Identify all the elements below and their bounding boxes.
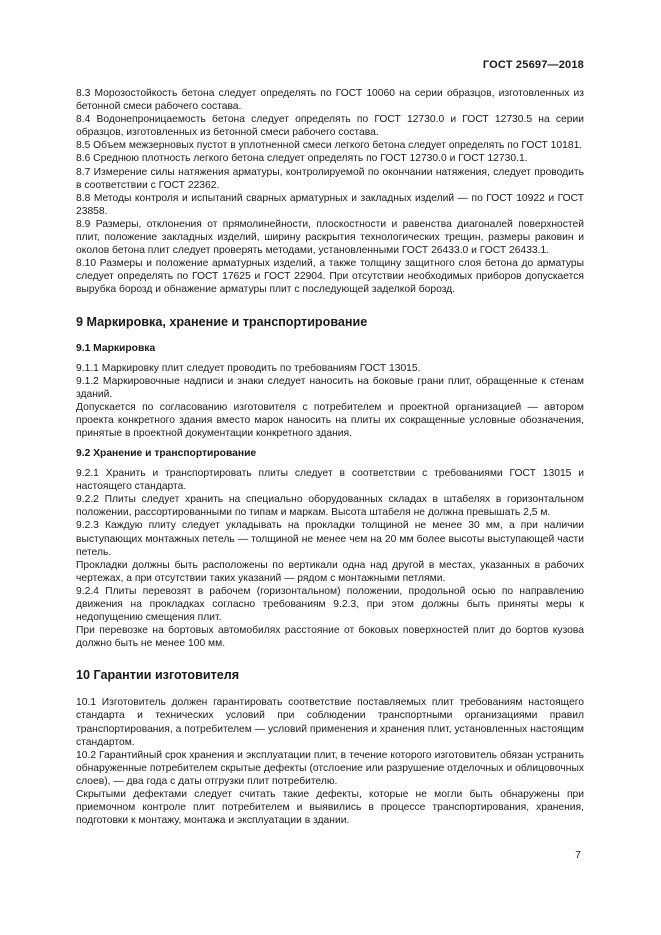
clause-9-2-3: 9.2.3 Каждую плиту следует укладывать на прокладки толщиной не менее 30 мм, а при наличии выступающих монтажных петель — толщиной не менее чем на 20 мм более высоты выступающей части петель.	[76, 520, 584, 558]
clause-8-9: 8.9 Размеры, отклонения от прямолинейности, плоскостности и равенства диагоналей поверхностей плит, положение закладных изделий, ширину раскрытия технологических трещин, размеры раковин и околов бетона плит следует проверять методами, установленными ГОСТ 26433.0 и ГОСТ 26433.1.	[76, 218, 584, 257]
clause-8-4: 8.4 Водонепроницаемость бетона следует определять по ГОСТ 12730.0 и ГОСТ 12730.5 на серии образцов, изготовленных из бетонной смеси рабочего состава.	[76, 114, 584, 139]
clause-10-2: 10.2 Гарантийный срок хранения и эксплуатации плит, в течение которого изготовитель обязан устранить обнаруженные потребителем скрытые дефекты (отслоение или разрушение отделочных и облицовочных слоев), — два года с даты отгрузки плит потребителю.	[76, 749, 584, 787]
clause-9-2-1: 9.2.1 Хранить и транспортировать плиты следует в соответствии с требованиями ГОСТ 13015 и настоящего стандарта.	[76, 468, 584, 493]
subsection-9-2-heading: 9.2 Хранение и транспортирование	[76, 448, 257, 460]
section-10-heading: 10 Гарантии изготовителя	[76, 668, 240, 683]
section9-2-paragraphs	[76, 467, 584, 650]
clause-8-3: 8.3 Морозостойкость бетона следует определять по ГОСТ 10060 на серии образцов, изготовленных из бетонной смеси рабочего состава.	[76, 88, 584, 113]
clause-8-8: 8.8 Методы контроля и испытаний сварных арматурных и закладных изделий — по ГОСТ 10922 и ГОСТ 23858.	[76, 192, 584, 217]
clause-9-2-3-note: Прокладки должны быть расположены по вертикали одна над другой в местах, указанных в рабочих чертежах, а при отсутствии таких указаний — рядом с монтажными петлями.	[76, 559, 584, 584]
subsection-9-1-heading: 9.1 Маркировка	[76, 342, 156, 354]
clause-10-1: 10.1 Изготовитель должен гарантировать соответствие поставляемых плит требованиям настоящего стандарта и технических условий при соблюдении транспортными организациями правил транспортирования, а потребителем — условий применения и хранения плит, установленных настоящим стандартом.	[76, 697, 584, 748]
clause-9-1-2: 9.1.2 Маркировочные надписи и знаки следует наносить на боковые грани плит, обращенные к стенам зданий.	[76, 375, 584, 400]
clause-9-2-4: 9.2.4 Плиты перевозят в рабочем (горизонтальном) положении, продольной осью по направлению движения на прокладках согласно требованиям 9.2.3, при этом должны быть приняты меры к недопущению смещения плит.	[76, 585, 584, 624]
clause-9-1-1: 9.1.1 Маркировку плит следует проводить по требованиям ГОСТ 13015.	[76, 362, 421, 374]
clause-8-10: 8.10 Размеры и положение арматурных изделий, а также толщину защитного слоя бетона до арматуры следует определять по ГОСТ 17625 и ГОСТ 22904. При отсутствии необходимых приборов допускается вырубка борозд и обнажение арматуры плит с последующей заделкой борозд.	[76, 258, 584, 296]
clause-9-1-2-note: Допускается по согласованию изготовителя с потребителем и проектной организацией — автором проекта конкретного здания вместо марок наносить на плиты их сокращенные условные обозначения, принятые в проектной документации конкретного здания.	[76, 401, 584, 439]
clause-10-2-note: Скрытыми дефектами следует считать такие дефекты, которые не могли быть обнаружены при приемочном контроле плит потребителем и выявились в процессе транспортирования, хранения, подготовки к монтажу, монтажа и эксплуатации в здании.	[76, 789, 584, 827]
page-number: 7	[575, 849, 581, 861]
section8-paragraphs	[76, 87, 584, 297]
document-body	[76, 87, 584, 827]
clause-9-2-2: 9.2.2 Плиты следует хранить на специально оборудованных складах в штабелях в горизонтальном положении, рассортированными по типам и маркам. Высота штабеля не должна превышать 2,5 м.	[76, 494, 584, 519]
section10-paragraphs	[76, 696, 584, 827]
section-9-heading: 9 Маркировка, хранение и транспортирование	[76, 314, 368, 329]
clause-9-2-4-note: При перевозке на бортовых автомобилях расстояние от боковых поверхностей плит до бортов кузова должно быть не менее 100 мм.	[76, 625, 584, 650]
section9-1-paragraphs	[76, 362, 584, 441]
clause-8-7: 8.7 Измерение силы натяжения арматуры, контролируемой по окончании натяжения, следует проводить в соответствии с ГОСТ 22362.	[76, 166, 584, 191]
clause-8-6: 8.6 Среднюю плотность легкого бетона следует определять по ГОСТ 12730.0 и ГОСТ 12730.1.	[76, 153, 528, 165]
clause-8-5: 8.5 Объем межзерновых пустот в уплотненной смеси легкого бетона следует определять по ГОСТ 10181.	[76, 140, 583, 152]
document-header: ГОСТ 25697—2018	[482, 59, 584, 71]
